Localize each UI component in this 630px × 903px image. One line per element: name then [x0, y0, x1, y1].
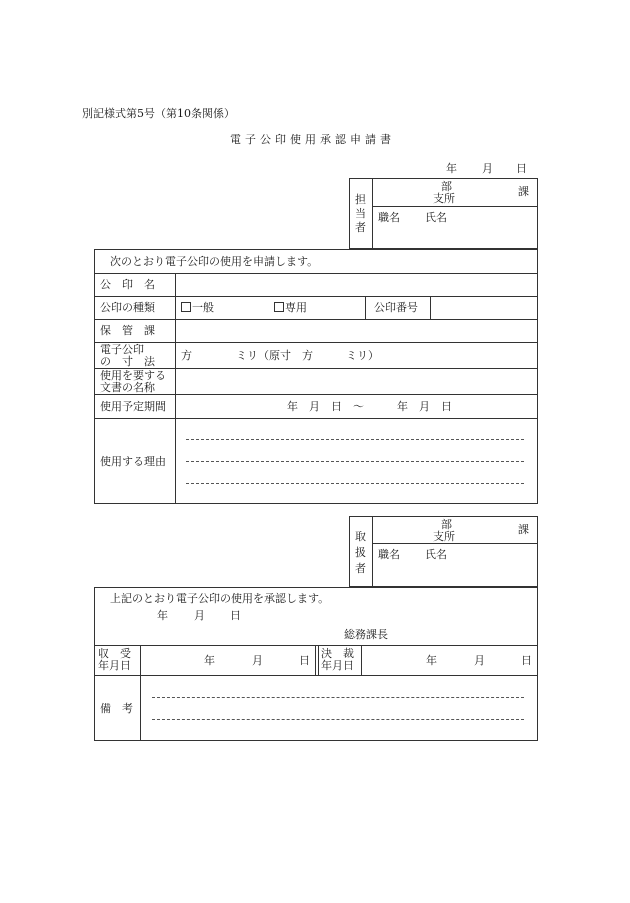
approval-month: 月: [194, 609, 205, 622]
reason-line: [186, 483, 524, 484]
approval-year: 年: [157, 609, 168, 622]
handler-dept: 部: [441, 518, 452, 531]
handler-branch: 支所: [433, 530, 455, 543]
applicant-branch: 支所: [433, 192, 455, 205]
form-number: 別記様式第5号（第10条関係）: [82, 107, 235, 120]
remarks-line: [152, 697, 524, 698]
request-text: 次のとおり電子公印の使用を申請します。: [110, 255, 319, 268]
label-receipt-line2: 年月日: [98, 659, 131, 672]
handler-name: 氏名: [425, 548, 447, 561]
remarks-line: [152, 719, 524, 720]
label-doc-line2: 文書の名称: [100, 381, 155, 394]
checkbox-icon[interactable]: [181, 302, 191, 312]
label-custody: 保 管 課: [100, 324, 155, 337]
date-month: 月: [482, 162, 493, 175]
handler-section: 課: [518, 523, 529, 536]
decision-day: 日: [521, 654, 532, 667]
reason-line: [186, 439, 524, 440]
approval-day: 日: [230, 609, 241, 622]
size-value: 方 ミリ（原寸 方 ミリ）: [181, 349, 379, 362]
handler-position: 職名: [378, 548, 400, 561]
label-size-line2: の 寸 法: [100, 355, 155, 368]
label-remarks: 備 考: [100, 702, 133, 715]
receipt-month: 月: [252, 654, 263, 667]
applicant-name: 氏名: [425, 211, 447, 224]
label-seal-number: 公印番号: [374, 301, 418, 314]
applicant-dept: 部: [441, 180, 452, 193]
decision-month: 月: [474, 654, 485, 667]
reason-line: [186, 461, 524, 462]
decision-year: 年: [426, 654, 437, 667]
period-value: 年 月 日 ～ 年 月 日: [287, 400, 452, 413]
receipt-year: 年: [204, 654, 215, 667]
approval-signer: 総務課長: [344, 628, 388, 641]
date-day: 日: [516, 162, 527, 175]
date-year: 年: [446, 162, 457, 175]
label-reason: 使用する理由: [100, 455, 166, 468]
label-decision-line1: 決 裁: [321, 647, 354, 660]
applicant-section: 課: [518, 185, 529, 198]
label-receipt-line1: 収 受: [98, 647, 131, 660]
label-seal-type: 公印の種類: [100, 301, 155, 314]
handler-label: 取扱者: [355, 530, 366, 575]
checkbox-icon[interactable]: [274, 302, 284, 312]
applicant-position: 職名: [378, 211, 400, 224]
label-decision-line2: 年月日: [321, 659, 354, 672]
label-period: 使用予定期間: [100, 400, 166, 413]
option-exclusive[interactable]: 専用: [274, 302, 307, 313]
label-seal-name: 公 印 名: [100, 278, 155, 291]
approval-text: 上記のとおり電子公印の使用を承認します。: [110, 592, 330, 605]
receipt-day: 日: [299, 654, 310, 667]
label-doc-line1: 使用を要する: [100, 369, 166, 382]
option-general[interactable]: 一般: [181, 302, 214, 313]
document-title: 電子公印使用承認申請書: [230, 133, 395, 146]
label-size-line1: 電子公印: [100, 343, 144, 356]
applicant-label: 担当者: [355, 193, 366, 234]
